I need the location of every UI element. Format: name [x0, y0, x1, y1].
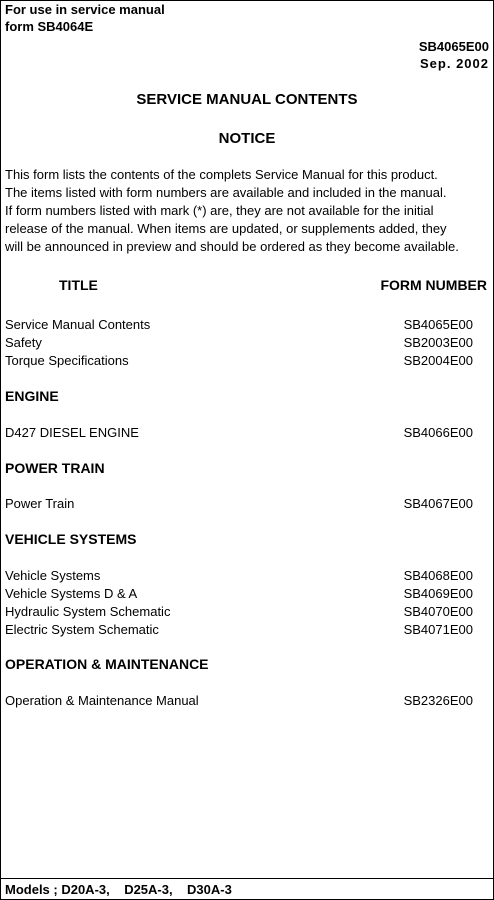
item-title: Service Manual Contents	[5, 317, 151, 332]
item-form: SB4070E00	[403, 604, 473, 619]
section-heading-vehicle-systems: VEHICLE SYSTEMS	[5, 531, 137, 547]
item-title: D427 DIESEL ENGINE	[5, 425, 139, 440]
list-item	[5, 568, 473, 583]
list-item	[5, 604, 473, 619]
document-title: SERVICE MANUAL CONTENTS	[136, 91, 358, 108]
item-form: SB4067E00	[403, 496, 473, 511]
item-title: Power Train	[5, 496, 75, 511]
item-form: SB4068E00	[403, 568, 473, 583]
notice-line: release of the manual. When items are updated, or supplements added, they	[5, 221, 447, 236]
item-form: SB4065E00	[403, 317, 473, 332]
usage-note-line1: For use in service manual	[5, 2, 165, 17]
models-footer: Models ; D20A-3, D25A-3, D30A-3	[5, 882, 232, 897]
section-heading-operation-maintenance: OPERATION & MAINTENANCE	[5, 656, 209, 672]
list-item	[5, 693, 473, 708]
item-form: SB2326E00	[403, 693, 473, 708]
section-heading-power-train: POWER TRAIN	[5, 460, 105, 476]
notice-line: The items listed with form numbers are available and included in the manual.	[5, 185, 447, 200]
item-title: Safety	[5, 335, 42, 350]
form-number: SB4065E00	[418, 39, 489, 54]
list-item	[5, 622, 473, 637]
column-form-heading: FORM NUMBER	[380, 277, 487, 293]
issue-date: Sep. 2002	[420, 56, 489, 71]
item-title: Electric System Schematic	[5, 622, 159, 637]
item-title: Hydraulic System Schematic	[5, 604, 171, 619]
item-title: Vehicle Systems D & A	[5, 586, 138, 601]
column-title-heading: TITLE	[59, 277, 98, 293]
list-item	[5, 425, 473, 440]
list-item	[5, 317, 473, 332]
item-form: SB2004E00	[403, 353, 473, 368]
item-form: SB2003E00	[403, 335, 473, 350]
item-form: SB4069E00	[403, 586, 473, 601]
notice-line: This form lists the contents of the complets Service Manual for this product.	[5, 167, 438, 182]
list-item	[5, 496, 473, 511]
item-form: SB4071E00	[403, 622, 473, 637]
section-heading-engine: ENGINE	[5, 388, 59, 404]
item-form: SB4066E00	[403, 425, 473, 440]
item-title: Torque Specifications	[5, 353, 129, 368]
list-item	[5, 353, 473, 368]
notice-line: If form numbers listed with mark (*) are, they are not available for the initial	[5, 203, 434, 218]
notice-heading: NOTICE	[218, 130, 276, 147]
footer-divider	[0, 878, 494, 879]
usage-note-line2: form SB4064E	[5, 19, 94, 34]
list-item	[5, 586, 473, 601]
item-title: Operation & Maintenance Manual	[5, 693, 199, 708]
list-item	[5, 335, 473, 350]
notice-line: will be announced in preview and should be ordered as they become available.	[5, 239, 459, 254]
item-title: Vehicle Systems	[5, 568, 101, 583]
